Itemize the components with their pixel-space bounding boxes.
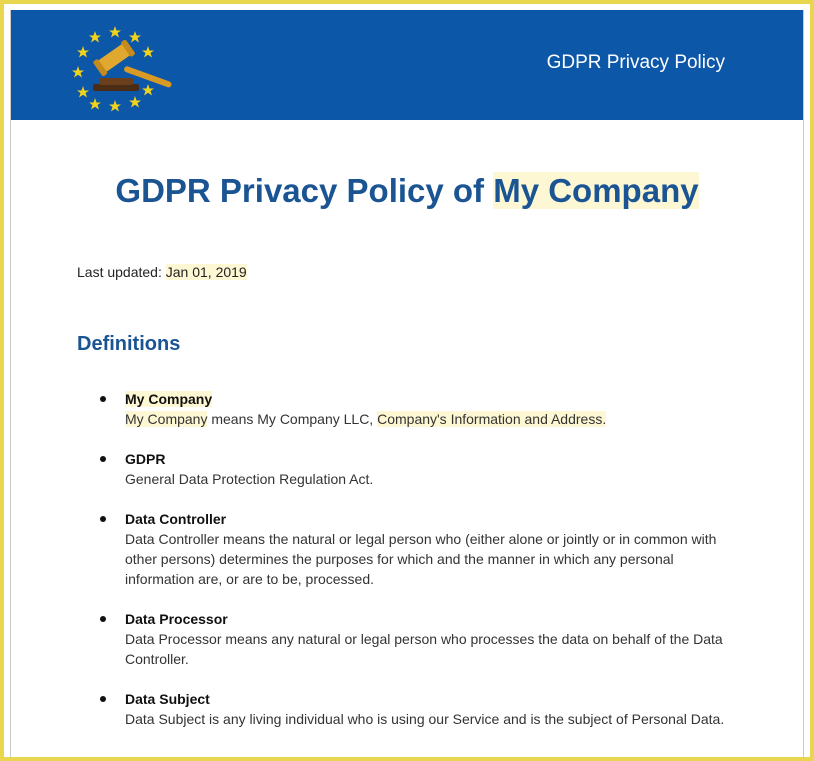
definition-item xyxy=(97,509,737,589)
definitions-heading: Definitions xyxy=(77,333,181,355)
definition-term: Data Controller xyxy=(125,511,227,527)
document-page xyxy=(10,10,804,757)
header-banner xyxy=(11,10,803,120)
eu-stars-gavel-icon xyxy=(69,22,179,112)
definition-term: Data Subject xyxy=(125,691,210,707)
bullet-icon xyxy=(100,516,106,522)
definitions-list xyxy=(97,389,737,749)
last-updated xyxy=(77,264,247,280)
definition-item xyxy=(97,449,737,489)
definition-item xyxy=(97,689,737,729)
definition-description: My Company means My Company LLC, Company's Information and Address. xyxy=(125,411,607,427)
last-updated-label: Last updated: xyxy=(77,264,166,280)
document-title-company: My Company xyxy=(493,172,699,209)
definition-description: Data Controller means the natural or legal person who (either alone or jointly or in common with other persons) determines the purposes for which and the manner in which any personal information are, or are to be, processed. xyxy=(125,531,717,587)
bullet-icon xyxy=(100,396,106,402)
document-title-main: GDPR Privacy Policy of xyxy=(115,172,494,209)
last-updated-date: Jan 01, 2019 xyxy=(165,264,247,280)
definition-term: My Company xyxy=(125,391,213,407)
definition-term: Data Processor xyxy=(125,611,228,627)
definition-item xyxy=(97,389,737,429)
bullet-icon xyxy=(100,696,106,702)
document-title xyxy=(11,172,803,210)
header-title: GDPR Privacy Policy xyxy=(546,52,725,73)
definition-item xyxy=(97,609,737,669)
definition-description: Data Processor means any natural or legal person who processes the data on behalf of the Data Controller. xyxy=(125,631,723,667)
bullet-icon xyxy=(100,456,106,462)
bullet-icon xyxy=(100,616,106,622)
definition-description: Data Subject is any living individual who is using our Service and is the subject of Personal Data. xyxy=(125,711,725,727)
definition-description: General Data Protection Regulation Act. xyxy=(125,471,374,487)
definition-term: GDPR xyxy=(125,451,166,467)
